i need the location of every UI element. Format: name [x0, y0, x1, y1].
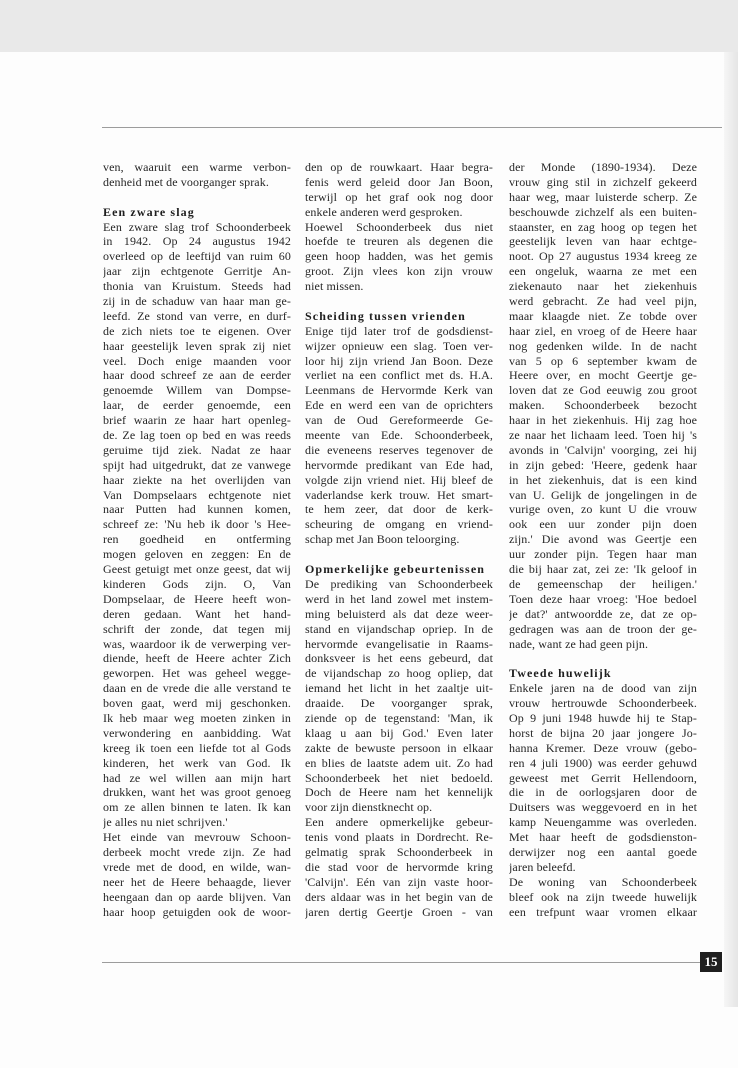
- scan-edge-right: [724, 52, 738, 1007]
- text-line: genoemde Willem van Dompse-: [103, 383, 291, 398]
- text-line: Geest getuigt met onze geest, dat wij: [103, 562, 291, 577]
- text-line: je dat?' antwoordde ze, dat ze op-: [509, 606, 697, 621]
- header-rule: [102, 127, 722, 128]
- text-line: Op 9 juni 1948 huwde hij te Stap-: [509, 710, 697, 725]
- text-line: horst de bijna 20 jaar jongere Jo-: [509, 725, 697, 740]
- text-line: te hem zeer, dat door de kerk-: [305, 502, 493, 517]
- paragraph: [305, 324, 493, 547]
- text-line: gedragen was aan de troon der ge-: [509, 621, 697, 636]
- text-line: spijt had uitgedrukt, dat ze vanwege: [103, 457, 291, 472]
- text-line: Duitsers was weggevoerd en in het: [509, 800, 697, 815]
- text-line: scheuring de omgang en vriend-: [305, 517, 493, 532]
- paragraph: [509, 160, 697, 651]
- text-line: in zijn gebed: 'Heere, gedenk haar: [509, 457, 697, 472]
- text-line: ming beluisterd als dat deze weer-: [305, 606, 493, 621]
- text-line: denheid met de voorganger sprak.: [103, 174, 269, 189]
- text-line: daan en de vrede die alle verstand te: [103, 681, 291, 696]
- text-line: haar geestelijk leven sprak zij niet: [103, 338, 291, 353]
- text-line: kinderen Gods zijn. O, Van: [103, 576, 291, 591]
- text-line: jaren beleefd.: [509, 859, 576, 874]
- text-line: hoefde te treuren als degenen die: [305, 234, 493, 249]
- text-line: een ongeluk, waarna ze met een: [509, 264, 697, 279]
- text-line: Hoewel Schoonderbeek dus niet: [305, 219, 493, 234]
- text-line: loven dat ze God eeuwig zou groot: [509, 383, 697, 398]
- text-line: werd gebracht. Ze had veel pijn,: [509, 294, 697, 309]
- text-line: De prediking van Schoonderbeek: [305, 576, 493, 591]
- text-line: geruime tijd ziek. Nadat ze haar: [103, 442, 291, 457]
- section-heading: Scheiding tussen vrienden: [305, 308, 466, 323]
- text-line: Leenmans de Hervormde Kerk van: [305, 383, 493, 398]
- text-line: mogen geloven en zeggen: En de: [103, 547, 291, 562]
- text-line: ven, waaruit een warme verbon-: [103, 160, 291, 174]
- text-line: drukken, want het was groot genoeg: [103, 785, 291, 800]
- text-line: donksveer is het eens gebeurd, dat: [305, 651, 493, 666]
- text-line: Een andere opmerkelijke gebeur-: [305, 815, 493, 830]
- text-line: ren 4 juli 1900) was eerder gehuwd: [509, 755, 697, 770]
- text-line: kamp Neuengamme was overleden.: [509, 815, 697, 830]
- text-line: nade, want ze had geen pijn.: [509, 636, 649, 651]
- paragraph: [509, 875, 697, 920]
- text-line: Schoonderbeek het niet bedoeld.: [305, 770, 493, 785]
- text-line: haar weg, maar luisterde scherp. Ze: [509, 189, 697, 204]
- text-line: derbeek mocht vrede zijn. Ze had: [103, 844, 291, 859]
- paragraph: [103, 830, 291, 919]
- text-line: vurige oven, zo kunt U die vrouw: [509, 502, 697, 517]
- text-line: Het einde van mevrouw Schoon-: [103, 830, 291, 845]
- text-line: de zich niets toe te eigenen. Over: [103, 323, 291, 338]
- text-line: voor zijn dienstknecht op.: [305, 800, 433, 815]
- text-line: vrouw ging stil in zichzelf gekeerd: [509, 174, 697, 189]
- text-line: stand en vijandschap opriep. In de: [305, 621, 493, 636]
- text-line: verwondering en aanbidding. Wat: [103, 725, 291, 740]
- text-line: vrouw hertrouwde Schoonderbeek.: [509, 696, 697, 711]
- text-line: haar ziekte na het overlijden van: [103, 472, 291, 487]
- text-line: laar, de eerder genoemde, een: [103, 398, 291, 413]
- text-line: klaag u aan bij God.' Even later: [305, 725, 493, 740]
- text-line: terwijl op het graf ook nog door: [305, 189, 493, 204]
- paragraph: [103, 220, 291, 831]
- text-line: geweest met Gerrit Hellendoorn,: [509, 770, 697, 785]
- text-line: haar in het ziekenhuis. Hij zag hoe: [509, 413, 697, 428]
- text-line: thonia van Kruistum. Steeds had: [103, 279, 291, 294]
- text-line: Toen deze haar vroeg: 'Hoe bedoel: [509, 591, 697, 606]
- text-line: boven gaat, werd mij geschonken.: [103, 696, 291, 711]
- text-line: hervormde predikant van Ede had,: [305, 457, 493, 472]
- text-line: Enkele jaren na de dood van zijn: [509, 681, 697, 696]
- text-line: werd in het land zowel met instem-: [305, 591, 493, 606]
- text-line: zij in de schaduw van haar man ge-: [103, 294, 291, 309]
- text-line: die in de oorlogsjaren door de: [509, 785, 697, 800]
- text-line: hervormde evangelisatie in Raams-: [305, 636, 493, 651]
- text-line: haar ziel, en vroeg of de Heere haar: [509, 323, 697, 338]
- text-line: uur zonder pijn. Tegen haar man: [509, 547, 697, 562]
- paragraph: [305, 220, 493, 294]
- text-line: iemand het licht in het zaaltje uit-: [305, 681, 493, 696]
- text-line: de gemeenschap der heiligen.': [509, 576, 697, 591]
- text-line: avonds in 'Calvijn' voorging, zei hij: [509, 442, 697, 457]
- text-line: om ze allen binnen te laten. Ik kan: [103, 800, 291, 815]
- text-line: een trefpunt waar vromen elkaar: [509, 904, 697, 919]
- text-line: Doch de Heere nam het kennelijk: [305, 785, 493, 800]
- text-line: derwijzer nog een aantal goede: [509, 844, 697, 859]
- paragraph: [305, 815, 493, 919]
- text-line: deren gedaan. Want het hand-: [103, 606, 291, 621]
- text-line: haar hoop getuigden ook de woor-: [103, 904, 291, 919]
- text-line: verliet na een conflict met ds. H.A.: [305, 368, 493, 383]
- text-line: in het ziekenhuis, dat is een kind: [509, 472, 697, 487]
- text-line: meente van Ede. Schoonderbeek,: [305, 428, 493, 443]
- text-line: vaderlandse kerk trouw. Het smart-: [305, 487, 493, 502]
- text-line: ders aldaar was in het begin van de: [305, 889, 493, 904]
- scan-edge-top: [0, 0, 738, 52]
- paragraph: [305, 577, 493, 815]
- text-line: kinderen, het werk van God. Ik: [103, 755, 291, 770]
- text-line: Enige tijd later trof de godsdienst-: [305, 323, 493, 338]
- text-line: neer het de Heere behaagde, liever: [103, 874, 291, 889]
- text-line: schrift der zonde, dat tegen mij: [103, 621, 291, 636]
- text-line: 'Calvijn'. Eén van zijn vaste hoor-: [305, 874, 493, 889]
- text-line: diende, heeft de Heere achter Zich: [103, 651, 291, 666]
- text-line: je alles nu niet schrijven.': [103, 815, 228, 830]
- text-line: de vijandschap zo hoog opliep, dat: [305, 666, 493, 681]
- text-line: maken. Schoonderbeek bezocht: [509, 398, 697, 413]
- paragraph: [509, 681, 697, 875]
- text-line: schap met Jan Boon teloorging.: [305, 532, 460, 547]
- text-line: van 5 op 6 september kwam de: [509, 353, 697, 368]
- text-line: had ze wel willen aan mijn hart: [103, 770, 291, 785]
- text-line: beschouwde zichzelf als een buiten-: [509, 204, 697, 219]
- text-line: leefd. Ze stond van verre, en durf-: [103, 308, 291, 323]
- text-line: loor hij zijn vriend Jan Boon. Deze: [305, 353, 493, 368]
- text-line: die bij haar zat, zei ze: 'Ik geloof in: [509, 562, 697, 577]
- text-line: nog gedenken wilde. In de nacht: [509, 338, 697, 353]
- text-line: Dompselaar, de Heere heeft won-: [103, 591, 291, 606]
- text-line: enkele anderen werd gesproken.: [305, 204, 463, 219]
- text-line: heengaan dan op aarde blijven. Van: [103, 889, 291, 904]
- text-line: van de Oud Gereformeerde Ge-: [305, 413, 493, 428]
- text-line: naar Putten had kunnen komen,: [103, 502, 291, 517]
- text-line: Ede en werd een van de oprichters: [305, 398, 493, 413]
- text-line: geen hoop hadden, was het gemis: [305, 249, 493, 264]
- text-line: en blies de laatste adem uit. Zo had: [305, 755, 493, 770]
- section-heading: Tweede huwelijk: [509, 666, 612, 681]
- text-line: jaren dertig Geertje Groen - van: [305, 904, 493, 919]
- text-line: ook een uur zonder pijn doen: [509, 517, 697, 532]
- text-line: zakte de bewuste persoon in elkaar: [305, 740, 493, 755]
- text-line: in 1942. Op 24 augustus 1942: [103, 234, 291, 249]
- text-line: geestelijk leven van haar echtge-: [509, 234, 697, 249]
- text-line: die eveneens reserves tegenover de: [305, 442, 493, 457]
- text-line: Een zware slag trof Schoonderbeek: [103, 219, 291, 234]
- text-line: bleef ook na zijn tweede huwelijk: [509, 889, 697, 904]
- text-line: der Monde (1890-1934). Deze: [509, 160, 697, 174]
- text-line: haar dood schreef ze aan de eerder: [103, 368, 291, 383]
- text-line: wijzer opnieuw een slag. Toen ver-: [305, 338, 493, 353]
- paragraph: [103, 160, 291, 190]
- text-line: draaide. De voorganger sprak,: [305, 696, 493, 711]
- text-line: volgde zijn vriend niet. Hij bleef de: [305, 472, 493, 487]
- text-line: was, waardoor ik de verwerping ver-: [103, 636, 291, 651]
- text-line: zijn.' Die avond was Geertje een: [509, 532, 697, 547]
- section-heading: Een zware slag: [103, 204, 195, 219]
- text-line: schreef ze: 'Nu heb ik door 's Hee-: [103, 517, 291, 532]
- text-line: Ik heb maar weg moeten zinken in: [103, 710, 291, 725]
- text-line: kreeg ik toen een liefde tot al Gods: [103, 740, 291, 755]
- text-line: die stad voor de hervormde kring: [305, 859, 493, 874]
- text-column-3: [509, 160, 697, 919]
- text-line: Van Dompselaars echtgenote niet: [103, 487, 291, 502]
- text-line: vrede met de dood, en wilde, wan-: [103, 859, 291, 874]
- page-number: 15: [700, 952, 722, 972]
- text-line: van U. Gelijk de jongelingen in de: [509, 487, 697, 502]
- text-line: ren goedheid en ontferming: [103, 532, 291, 547]
- text-line: overleed op de leeftijd van ruim 60: [103, 249, 291, 264]
- text-line: ze naar het lichaam leed. Toen hij 's: [509, 428, 697, 443]
- text-line: ziekenauto naar het ziekenhuis: [509, 279, 697, 294]
- text-line: gelmatig sprak Schoonderbeek in: [305, 844, 493, 859]
- text-line: brief waarin ze haar hart openleg-: [103, 413, 291, 428]
- text-column-1: [103, 160, 291, 919]
- section-heading: Opmerkelijke gebeurtenissen: [305, 562, 486, 577]
- text-line: geworpen. Het was geheel wegge-: [103, 666, 291, 681]
- paragraph: [305, 160, 493, 220]
- text-line: groot. Zijn vlees kon zijn vrouw: [305, 264, 493, 279]
- text-line: staanster, en zag hoog op tegen het: [509, 219, 697, 234]
- text-line: noot. Op 27 augustus 1934 kreeg ze: [509, 249, 697, 264]
- text-line: De woning van Schoonderbeek: [509, 874, 697, 889]
- text-line: Met haar heeft de godsdienston-: [509, 830, 697, 845]
- text-line: Heere over, en mocht Geertje ge-: [509, 368, 697, 383]
- text-column-2: [305, 160, 493, 919]
- text-line: ziende op de tegenstand: 'Man, ik: [305, 710, 493, 725]
- text-line: jaar zijn echtgenote Gerritje An-: [103, 264, 291, 279]
- text-line: den op de rouwkaart. Haar begra-: [305, 160, 493, 174]
- text-line: hanna Kremer. Deze vrouw (gebo-: [509, 740, 697, 755]
- text-line: niet missen.: [305, 279, 364, 294]
- text-line: de. Ze lag toen op bed en was reeds: [103, 428, 291, 443]
- text-line: fenis werd geleid door Jan Boon,: [305, 174, 493, 189]
- text-line: maar klaagde niet. Ze tobde over: [509, 308, 697, 323]
- footer-rule: [102, 962, 700, 963]
- text-line: veel. Doch enige maanden voor: [103, 353, 291, 368]
- text-line: tenis vond plaats in Dordrecht. Re-: [305, 830, 493, 845]
